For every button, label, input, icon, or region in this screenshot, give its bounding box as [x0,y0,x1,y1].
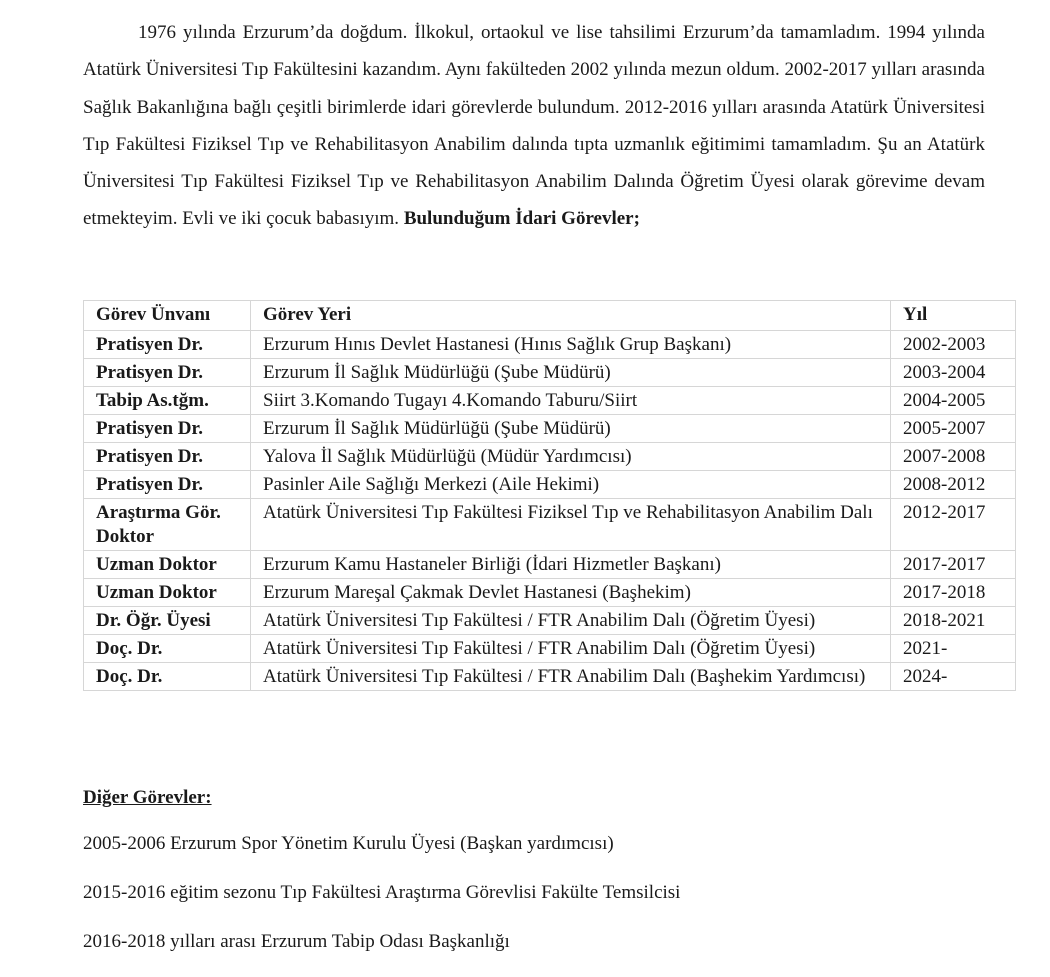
title-cell: Doç. Dr. [84,635,251,663]
place-cell: Atatürk Üniversitesi Tıp Fakültesi / FTR Anabilim Dalı (Başhekim Yardımcısı) [251,663,891,691]
table-row [84,579,1016,607]
table-row [84,387,1016,415]
place-cell: Erzurum Hınıs Devlet Hastanesi (Hınıs Sağlık Grup Başkanı) [251,331,891,359]
year-cell: 2004-2005 [891,387,1016,415]
place-cell: Erzurum İl Sağlık Müdürlüğü (Şube Müdürü) [251,359,891,387]
year-cell: 2024- [891,663,1016,691]
table-row [84,331,1016,359]
table-row [84,607,1016,635]
title-cell: Tabip As.tğm. [84,387,251,415]
table-row [84,471,1016,499]
title-cell: Uzman Doktor [84,551,251,579]
place-cell: Erzurum Mareşal Çakmak Devlet Hastanesi (Başhekim) [251,579,891,607]
title-cell: Pratisyen Dr. [84,415,251,443]
year-cell: 2003-2004 [891,359,1016,387]
admin-duties-table [83,300,1016,691]
place-cell: Erzurum İl Sağlık Müdürlüğü (Şube Müdürü) [251,415,891,443]
place-cell: Erzurum Kamu Hastaneler Birliği (İdari Hizmetler Başkanı) [251,551,891,579]
place-cell: Pasinler Aile Sağlığı Merkezi (Aile Hekimi) [251,471,891,499]
header-place: Görev Yeri [251,301,891,331]
place-cell: Atatürk Üniversitesi Tıp Fakültesi / FTR Anabilim Dalı (Öğretim Üyesi) [251,607,891,635]
other-duty-item: 2005-2006 Erzurum Spor Yönetim Kurulu Üyesi (Başkan yardımcısı) [83,833,614,854]
table-row [84,499,1016,551]
title-cell: Dr. Öğr. Üyesi [84,607,251,635]
year-cell: 2002-2003 [891,331,1016,359]
other-duties-heading: Diğer Görevler: [83,787,212,808]
title-cell: Pratisyen Dr. [84,331,251,359]
other-duty-item: 2015-2016 eğitim sezonu Tıp Fakültesi Araştırma Görevlisi Fakülte Temsilcisi [83,882,681,903]
header-title: Görev Ünvanı [84,301,251,331]
place-cell: Atatürk Üniversitesi Tıp Fakültesi / FTR Anabilim Dalı (Öğretim Üyesi) [251,635,891,663]
intro-paragraph [83,14,985,238]
year-cell: 2017-2018 [891,579,1016,607]
year-cell: 2005-2007 [891,415,1016,443]
year-cell: 2007-2008 [891,443,1016,471]
intro-text: 1976 yılında Erzurum’da doğdum. İlkokul, ortaokul ve lise tahsilimi Erzurum’da tamamladım. 1994 yılında Atatürk Üniversitesi Tıp Fakültesini kazandım. Aynı fakülteden 2002 yılında mezun oldum. 2002-2017 yılları arasında Sağlık Bakanlığına bağlı çeşitli birimlerde idari görevlerde bulundum. 2012-2016 yılları arasında Atatürk Üniversitesi Tıp Fakültesi Fiziksel Tıp ve Rehabilitasyon Anabilim dalında tıpta uzmanlık eğitimimi tamamladım. Şu an Atatürk Üniversitesi Tıp Fakültesi Fiziksel Tıp ve Rehabilitasyon Anabilim Dalında Öğretim Üyesi olarak görevime devam etmekteyim. Evli ve iki çocuk babasıyım. [83,22,985,230]
title-cell: Araştırma Gör. Doktor [84,499,251,551]
place-cell: Siirt 3.Komando Tugayı 4.Komando Taburu/Siirt [251,387,891,415]
title-cell: Uzman Doktor [84,579,251,607]
title-cell: Pratisyen Dr. [84,359,251,387]
title-cell: Pratisyen Dr. [84,443,251,471]
year-cell: 2017-2017 [891,551,1016,579]
other-duty-item: 2016-2018 yılları arası Erzurum Tabip Odası Başkanlığı [83,931,510,952]
table-header-row [84,301,1016,331]
other-duties-list [83,830,680,977]
year-cell: 2018-2021 [891,607,1016,635]
year-cell: 2012-2017 [891,499,1016,551]
year-cell: 2008-2012 [891,471,1016,499]
year-cell: 2021- [891,635,1016,663]
place-cell: Yalova İl Sağlık Müdürlüğü (Müdür Yardımcısı) [251,443,891,471]
table-row [84,415,1016,443]
admin-duties-heading: Bulunduğum İdari Görevler; [403,208,640,230]
table-row [84,635,1016,663]
title-cell: Doç. Dr. [84,663,251,691]
place-cell: Atatürk Üniversitesi Tıp Fakültesi Fiziksel Tıp ve Rehabilitasyon Anabilim Dalı [251,499,891,551]
table-row [84,551,1016,579]
title-cell: Pratisyen Dr. [84,471,251,499]
table-row [84,663,1016,691]
table-row [84,359,1016,387]
header-year: Yıl [891,301,1016,331]
table-row [84,443,1016,471]
